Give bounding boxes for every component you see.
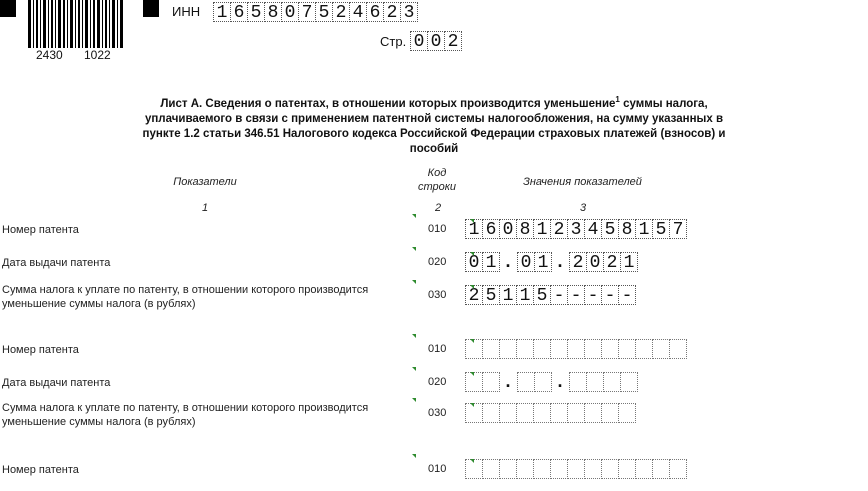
digit-cell[interactable]: 4	[584, 219, 602, 239]
value-cells	[465, 285, 635, 305]
title-line4: пособий	[409, 142, 459, 155]
digit-cell[interactable]	[533, 459, 551, 479]
corner-marker-left	[0, 0, 16, 17]
value-cells	[465, 219, 686, 239]
row-label-line1: Сумма налога к уплате по патенту, в отношении которого производится	[2, 284, 369, 296]
barcode-number-right: 1022	[84, 48, 111, 62]
digit-cell[interactable]	[601, 403, 619, 423]
col-header-values: Значения показателей	[523, 176, 642, 188]
row-label-line1: Номер патента	[2, 224, 79, 236]
digit-cell[interactable]	[635, 339, 653, 359]
corner-marker-right	[143, 0, 159, 17]
barcode-number-left: 2430	[36, 48, 63, 62]
row-code: 020	[428, 376, 447, 388]
digit-cell[interactable]: 8	[618, 219, 636, 239]
digit-cell[interactable]	[584, 339, 602, 359]
digit-cell[interactable]: 1	[465, 219, 483, 239]
field-marker	[412, 398, 416, 402]
digit-cell[interactable]: 0	[427, 31, 445, 51]
digit-cell[interactable]: 1	[516, 285, 534, 305]
inn-cells	[213, 2, 417, 22]
digit-cell[interactable]	[482, 339, 500, 359]
digit-cell[interactable]	[517, 372, 535, 392]
digit-cell[interactable]: -	[550, 285, 568, 305]
digit-cell[interactable]: 1	[635, 219, 653, 239]
digit-cell[interactable]: 2	[550, 219, 568, 239]
digit-cell[interactable]: 5	[533, 285, 551, 305]
digit-cell[interactable]: 1	[620, 252, 638, 272]
row-label	[2, 223, 412, 237]
row-label-line1: Дата выдачи патента	[2, 257, 111, 269]
row-label	[2, 283, 412, 311]
digit-cell[interactable]: 4	[349, 2, 367, 22]
digit-cell[interactable]: 1	[534, 252, 552, 272]
digit-cell[interactable]	[669, 459, 687, 479]
digit-cell[interactable]	[586, 372, 604, 392]
digit-cell[interactable]: 2	[465, 285, 483, 305]
digit-cell[interactable]: -	[584, 285, 602, 305]
row-code: 010	[428, 343, 447, 355]
digit-cell[interactable]: -	[567, 285, 585, 305]
digit-cell[interactable]	[635, 459, 653, 479]
digit-cell[interactable]: 1	[533, 219, 551, 239]
digit-cell[interactable]: 5	[315, 2, 333, 22]
col-number-3: 3	[579, 202, 587, 214]
digit-cell[interactable]	[465, 459, 483, 479]
digit-cell[interactable]	[618, 403, 636, 423]
col-header-code-1: Код	[427, 167, 447, 179]
row-label-line1: Сумма налога к уплате по патенту, в отношении которого производится	[2, 402, 369, 414]
row-label-line1: Номер патента	[2, 344, 79, 356]
row-label	[2, 343, 412, 357]
row-code: 030	[428, 289, 447, 301]
field-marker	[412, 214, 416, 218]
cell-marker	[470, 459, 474, 463]
digit-cell[interactable]	[652, 459, 670, 479]
digit-cell[interactable]: 5	[482, 285, 500, 305]
field-marker	[412, 247, 416, 251]
title-line1a: Лист А. Сведения о патентах, в отношении которых производится уменьшение	[160, 97, 616, 110]
cell-marker	[470, 285, 474, 289]
digit-cell[interactable]	[482, 459, 500, 479]
field-marker	[412, 454, 416, 458]
digit-cell[interactable]	[618, 339, 636, 359]
digit-cell[interactable]: 3	[400, 2, 418, 22]
digit-cell[interactable]: 5	[247, 2, 265, 22]
digit-cell[interactable]: 0	[465, 252, 483, 272]
col-number-1: 1	[201, 202, 209, 214]
digit-cell[interactable]	[499, 339, 517, 359]
digit-cell[interactable]: 5	[652, 219, 670, 239]
col-header-indicators: Показатели	[173, 176, 237, 188]
barcode	[28, 0, 124, 48]
digit-cell[interactable]: 1	[213, 2, 231, 22]
title-line3: пункте 1.2 статьи 346.51 Налогового кодекса Российской Федерации страховых платежей (взносов) и	[142, 127, 726, 140]
digit-cell[interactable]	[516, 339, 534, 359]
digit-cell[interactable]: 7	[298, 2, 316, 22]
digit-cell[interactable]	[584, 403, 602, 423]
row-code: 030	[428, 407, 447, 419]
row-label-line2: уменьшение суммы налога (в рублях)	[2, 416, 196, 428]
digit-cell[interactable]: 2	[444, 31, 462, 51]
title-footnote: 1	[615, 95, 620, 104]
digit-cell[interactable]	[533, 403, 551, 423]
digit-cell[interactable]	[465, 339, 483, 359]
digit-cell[interactable]: -	[618, 285, 636, 305]
digit-cell[interactable]: 2	[383, 2, 401, 22]
digit-cell[interactable]	[620, 372, 638, 392]
value-cells	[465, 403, 635, 423]
date-separator: .	[505, 371, 511, 391]
col-header-code-2: строки	[417, 181, 457, 193]
digit-cell[interactable]	[618, 459, 636, 479]
value-cells	[465, 372, 637, 392]
digit-cell[interactable]: 6	[366, 2, 384, 22]
digit-cell[interactable]	[516, 403, 534, 423]
row-code: 010	[428, 223, 447, 235]
digit-cell[interactable]: 6	[482, 219, 500, 239]
digit-cell[interactable]	[569, 372, 587, 392]
digit-cell[interactable]	[550, 459, 568, 479]
digit-cell[interactable]: 8	[516, 219, 534, 239]
cell-marker	[470, 252, 474, 256]
row-code: 010	[428, 463, 447, 475]
digit-cell[interactable]: 3	[567, 219, 585, 239]
date-separator: .	[557, 371, 563, 391]
digit-cell[interactable]	[499, 403, 517, 423]
row-label	[2, 376, 412, 390]
digit-cell[interactable]	[669, 339, 687, 359]
value-cells	[465, 339, 686, 359]
digit-cell[interactable]: 2	[332, 2, 350, 22]
page-label: Стр.	[380, 34, 407, 49]
digit-cell[interactable]	[567, 459, 585, 479]
date-separator: .	[505, 251, 511, 271]
digit-cell[interactable]	[465, 372, 483, 392]
section-title	[6, 92, 862, 157]
digit-cell[interactable]: 6	[230, 2, 248, 22]
digit-cell[interactable]	[534, 372, 552, 392]
digit-cell[interactable]: 0	[499, 219, 517, 239]
digit-cell[interactable]	[482, 403, 500, 423]
digit-cell[interactable]	[482, 372, 500, 392]
field-marker	[412, 367, 416, 371]
digit-cell[interactable]	[567, 403, 585, 423]
cell-marker	[470, 372, 474, 376]
row-label	[2, 463, 412, 477]
digit-cell[interactable]: 1	[482, 252, 500, 272]
digit-cell[interactable]: 2	[603, 252, 621, 272]
date-separator: .	[557, 251, 563, 271]
digit-cell[interactable]: 2	[569, 252, 587, 272]
field-marker	[412, 334, 416, 338]
row-label	[2, 401, 412, 429]
value-cells	[465, 252, 637, 272]
digit-cell[interactable]: 0	[517, 252, 535, 272]
digit-cell[interactable]: -	[601, 285, 619, 305]
cell-marker	[470, 403, 474, 407]
digit-cell[interactable]	[550, 339, 568, 359]
digit-cell[interactable]: 0	[281, 2, 299, 22]
cell-marker	[470, 219, 474, 223]
title-line2: уплачиваемого в связи с применением патентной системы налогообложения, на сумму указанных в	[144, 112, 724, 125]
digit-cell[interactable]	[601, 459, 619, 479]
digit-cell[interactable]: 1	[499, 285, 517, 305]
inn-label: ИНН	[172, 4, 201, 19]
value-cells	[465, 459, 686, 479]
digit-cell[interactable]	[516, 459, 534, 479]
digit-cell[interactable]	[601, 339, 619, 359]
digit-cell[interactable]	[550, 403, 568, 423]
field-marker	[412, 280, 416, 284]
title-line1b: суммы налога,	[619, 97, 708, 110]
page-cells	[410, 31, 461, 51]
row-label-line2: уменьшение суммы налога (в рублях)	[2, 298, 196, 310]
digit-cell[interactable]: 0	[410, 31, 428, 51]
digit-cell[interactable]	[499, 459, 517, 479]
row-code: 020	[428, 256, 447, 268]
digit-cell[interactable]: 5	[601, 219, 619, 239]
digit-cell[interactable]	[533, 339, 551, 359]
digit-cell[interactable]	[652, 339, 670, 359]
digit-cell[interactable]: 0	[586, 252, 604, 272]
cell-marker	[470, 339, 474, 343]
digit-cell[interactable]: 7	[669, 219, 687, 239]
row-label-line1: Дата выдачи патента	[2, 377, 111, 389]
digit-cell[interactable]	[584, 459, 602, 479]
digit-cell[interactable]	[603, 372, 621, 392]
digit-cell[interactable]	[567, 339, 585, 359]
digit-cell[interactable]: 8	[264, 2, 282, 22]
row-label-line1: Номер патента	[2, 464, 79, 476]
digit-cell[interactable]	[465, 403, 483, 423]
row-label	[2, 256, 412, 270]
col-number-2: 2	[434, 202, 442, 214]
